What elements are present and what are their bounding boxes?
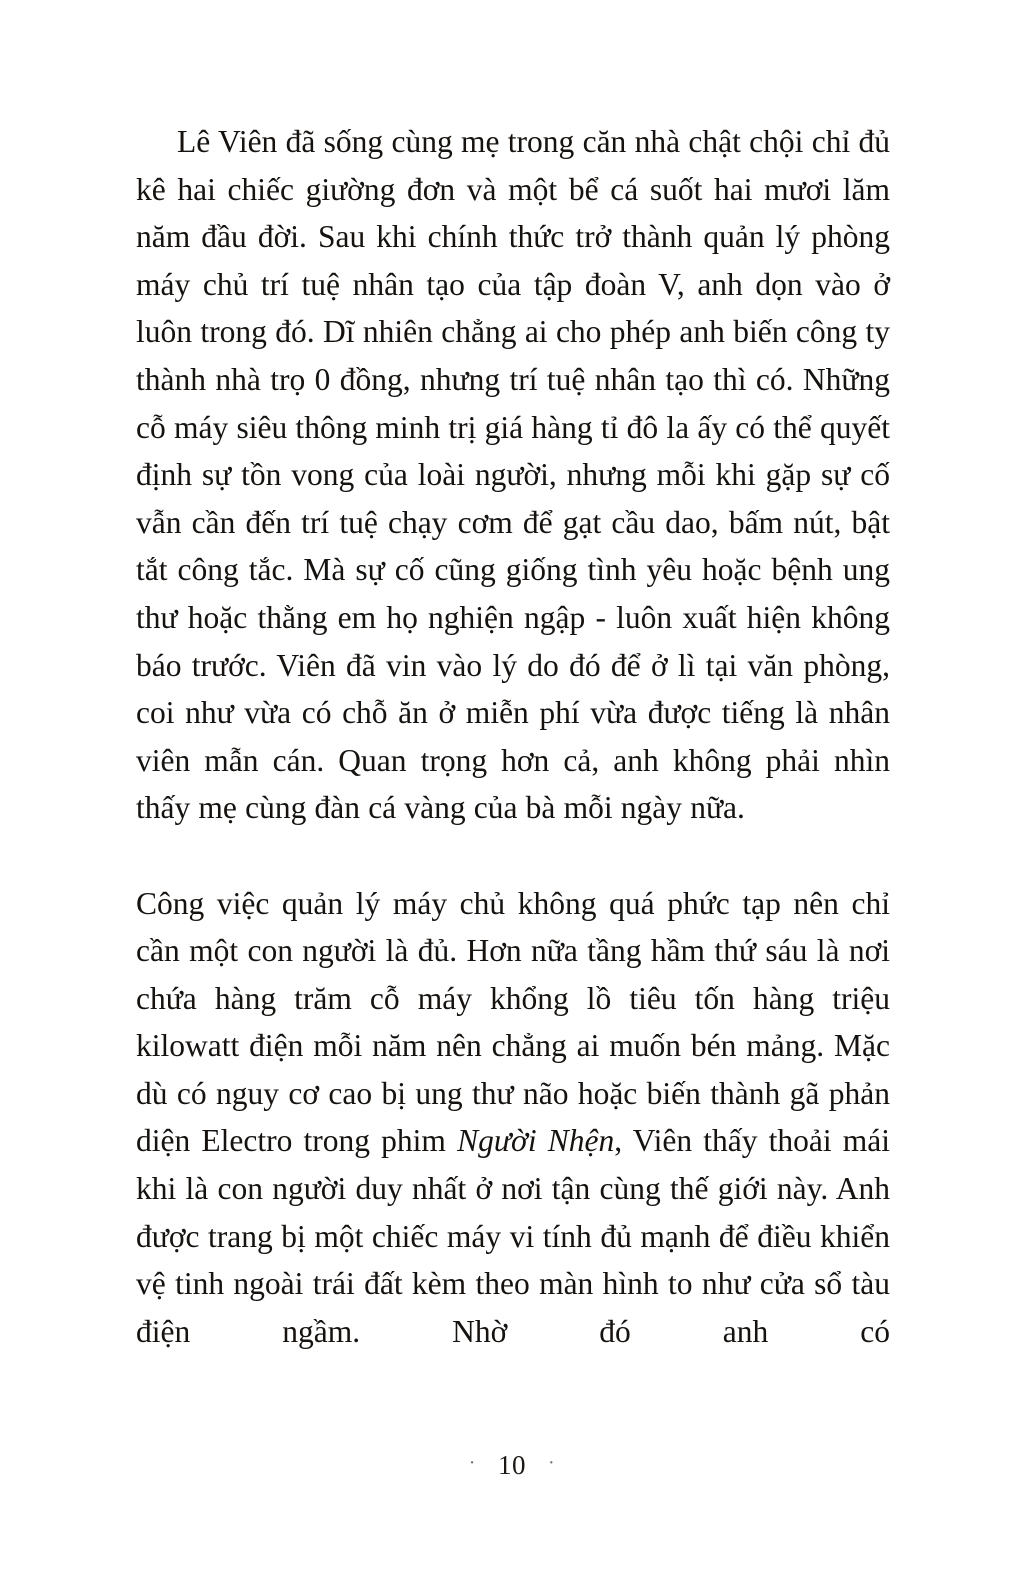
paragraph-2-text-part-2: , Viên thấy thoải mái khi là con người duy nhất ở nơi tận cùng thế giới này. Anh được trang bị một chiếc máy vi tính đủ mạnh để điều khiển vệ tinh ngoài trái đất kèm theo màn hình to như cửa sổ tàu điện ngầm. Nhờ đó anh có xyxy=(136,1123,891,1349)
folio-right-dot-icon: · xyxy=(548,1451,556,1474)
page-footer xyxy=(0,1442,1024,1485)
body-paragraph-1 xyxy=(136,118,890,832)
film-title-nguoi-nhen: Người Nhện xyxy=(457,1123,615,1159)
paragraph-2-text-part-1: Công việc quản lý máy chủ không quá phức tạp nên chỉ cần một con người là đủ. Hơn nữa tầng hầm thứ sáu là nơi chứa hàng trăm cỗ máy khổng lồ tiêu tốn hàng triệu kilowatt điện mỗi năm nên chẳng ai muốn bén mảng. Mặc dù có nguy cơ cao bị ung thư não hoặc biến thành gã phản diện Electro trong phim xyxy=(136,885,890,1159)
page-text-block xyxy=(136,118,890,1403)
paragraph-1-text: Lê Viên đã sống cùng mẹ trong căn nhà chật chội chỉ đủ kê hai chiếc giường đơn và một bể cá suốt hai mươi lăm năm đầu đời. Sau khi chính thức trở thành quản lý phòng máy chủ trí tuệ nhân tạo của tập đoàn V, anh dọn vào ở luôn trong đó. Dĩ nhiên chẳng ai cho phép anh biến công ty thành nhà trọ 0 đồng, nhưng trí tuệ nhân tạo thì có. Những cỗ máy siêu thông minh trị giá hàng tỉ đô la ấy có thể quyết định sự tồn vong của loài người, nhưng mỗi khi gặp sự cố vẫn cần đến trí tuệ chạy cơm để gạt cầu dao, bấm nút, bật tắt công tắc. Mà sự cố cũng giống tình yêu hoặc bệnh ung thư hoặc thằng em họ nghiện ngập - luôn xuất hiện không báo trước. Viên đã vin vào lý do đó để ở lì tại văn phòng, coi như vừa có chỗ ăn ở miễn phí vừa được tiếng là nhân viên mẫn cán. Quan trọng hơn cả, anh không phải nhìn thấy mẹ cùng đàn cá vàng của bà mỗi ngày nữa. xyxy=(136,124,890,826)
page-number: 10 xyxy=(497,1449,527,1480)
folio-left-dot-icon: · xyxy=(468,1451,476,1474)
body-paragraph-2 xyxy=(136,880,890,1404)
